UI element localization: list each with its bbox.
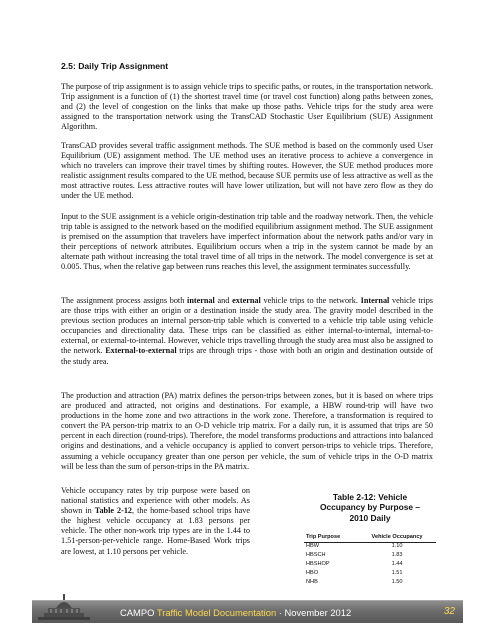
bold-term-internal: internal bbox=[187, 296, 215, 305]
column-header-vehicle-occupancy: Vehicle Occupancy bbox=[358, 533, 436, 543]
footer-bar bbox=[32, 600, 463, 623]
table-row bbox=[304, 578, 436, 587]
table-title bbox=[300, 492, 440, 523]
text-run: vehicle trips to the network. bbox=[260, 296, 361, 305]
footer-org: CAMPO bbox=[120, 607, 155, 618]
table-reference: Table 2-12 bbox=[94, 506, 133, 516]
text-run: Vehicle occupancy rates by trip purpose were based on national statistics and experience with other models. As shown in bbox=[61, 486, 250, 516]
cell-trip-purpose: HBO bbox=[306, 569, 319, 576]
footer-title bbox=[120, 607, 351, 618]
paragraph-vehicle-occupancy bbox=[61, 486, 250, 557]
paragraph-trip-assignment-purpose: The purpose of trip assignment is to assign vehicle trips to specific paths, or routes, in the transportation network. Trip assignment is a function of (1) the shortest travel time (or travel cost function) along paths between zones, and (2) the level of congestion on the links that make up those paths. Vehicle trips for the study area were assigned to the transportation network using the TransCAD Stochastic User Equilibrium (SUE) Assignment Algorithm. bbox=[61, 82, 433, 132]
section-heading: 2.5: Daily Trip Assignment bbox=[61, 61, 169, 71]
bold-term-external: external bbox=[232, 296, 261, 305]
cell-trip-purpose: HBW bbox=[306, 543, 320, 550]
table-header-row bbox=[304, 533, 436, 543]
paragraph-pa-matrix: The production and attraction (PA) matrix defines the person-trips between zones, but it is based on where trips are produced and attracted, not origins and destinations. For example, a HBW round-trip will have two productions in the home zone and two attractions in the work zone. Therefore, a transformation is required to convert the PA person-trip matrix to an O-D vehicle trip matrix. For a daily run, it is assumed that trips are 50 percent in each direction (round-trips). Therefore, the model transforms productions and attractions into balanced origins and destinations, and a vehicle occupancy is applied to convert person-trips to vehicle trips. Therefore, assuming a vehicle occupancy greater than one person per vehicle, the sum of vehicle trips in the O-D matrix will be less than the sum of person-trips in the PA matrix. bbox=[61, 391, 433, 471]
bold-term-internal-2: Internal bbox=[360, 296, 390, 305]
text-run: trips are through trips - those with both an origin and destination outside of the study area. bbox=[61, 346, 433, 366]
vehicle-occupancy-table bbox=[304, 533, 436, 587]
text-run: and bbox=[214, 296, 233, 305]
capitol-logo-icon bbox=[34, 593, 94, 623]
cell-trip-purpose: NHB bbox=[306, 578, 318, 585]
cell-occupancy: 1.83 bbox=[391, 552, 403, 559]
cell-trip-purpose: HBSCH bbox=[306, 552, 326, 559]
cell-occupancy: 1.51 bbox=[391, 569, 403, 576]
table-row bbox=[304, 552, 436, 561]
text-run: , the home-based school trips have the highest vehicle occupancy at 1.83 persons per vehicle. The other non-work trip types are in the 1.44 to 1.51-person-per-vehicle range. Home-Based Work trips are lowest, at 1.10 persons per vehicle. bbox=[61, 506, 251, 556]
table-row bbox=[304, 560, 436, 569]
cell-occupancy: 1.50 bbox=[391, 578, 403, 585]
column-header-trip-purpose: Trip Purpose bbox=[304, 533, 358, 543]
cell-occupancy: 1.44 bbox=[391, 561, 403, 568]
page-number: 32 bbox=[443, 606, 455, 617]
paragraph-assignment-methods: TransCAD provides several traffic assignment methods. The SUE method is based on the commonly used User Equilibrium (UE) assignment method. The UE method uses an iterative process to achieve a convergence in which no travelers can improve their travel times by shifting routes. However, the SUE method produces more realistic assignment results compared to the UE method, because SUE permits use of less attractive as well as the most attractive routes. Less attractive routes will have lower utilization, but will not have zero flow as they do under the UE method. bbox=[61, 141, 433, 201]
footer-doc-title: Traffic Model Documentation bbox=[156, 607, 277, 618]
bold-term-external-to-external: External-to-external bbox=[105, 346, 177, 356]
paragraph-sue-input: Input to the SUE assignment is a vehicle origin-destination trip table and the roadway network. Then, the vehicle trip table is assigned to the network based on the modified equilibrium assignment method. The SUE assignment is premised on the assumption that travelers have imperfect information about the network paths and/or vary in their perceptions of network attributes. Equilibrium occurs when a trip in the system cannot be made by an alternate path without increasing the total travel time of all trips in the network. The model convergence is set at 0.005. Thus, when the relative gap between runs reaches this level, the assignment terminates successfully. bbox=[61, 212, 433, 272]
footer-date: · November 2012 bbox=[278, 607, 352, 618]
text-run: The assignment process assigns both bbox=[61, 296, 188, 305]
cell-trip-purpose: HBSHOP bbox=[306, 561, 330, 568]
table-row bbox=[304, 569, 436, 578]
text-run: vehicle trips are those trips with either an origin or a destination inside the study area. The gravity model described in the previous section produces an internal person-trip table which is converted to a vehicle trip table using vehicle occupancies and directionality data. These trips can be classified as either internal-to-internal, internal-to-external, or external-to-internal. However, vehicle trips travelling through the study area must also be assigned to the network. bbox=[61, 296, 433, 356]
table-title-line-2: Occupancy by Purpose – bbox=[319, 502, 421, 513]
vehicle-occupancy-table-box bbox=[300, 478, 440, 587]
table-title-line-3: 2010 Daily bbox=[349, 512, 391, 523]
paragraph-internal-external bbox=[61, 296, 433, 367]
table-title-line-1: Table 2-12: Vehicle bbox=[332, 492, 408, 502]
table-row bbox=[304, 542, 436, 551]
cell-occupancy: 1.10 bbox=[391, 543, 403, 550]
